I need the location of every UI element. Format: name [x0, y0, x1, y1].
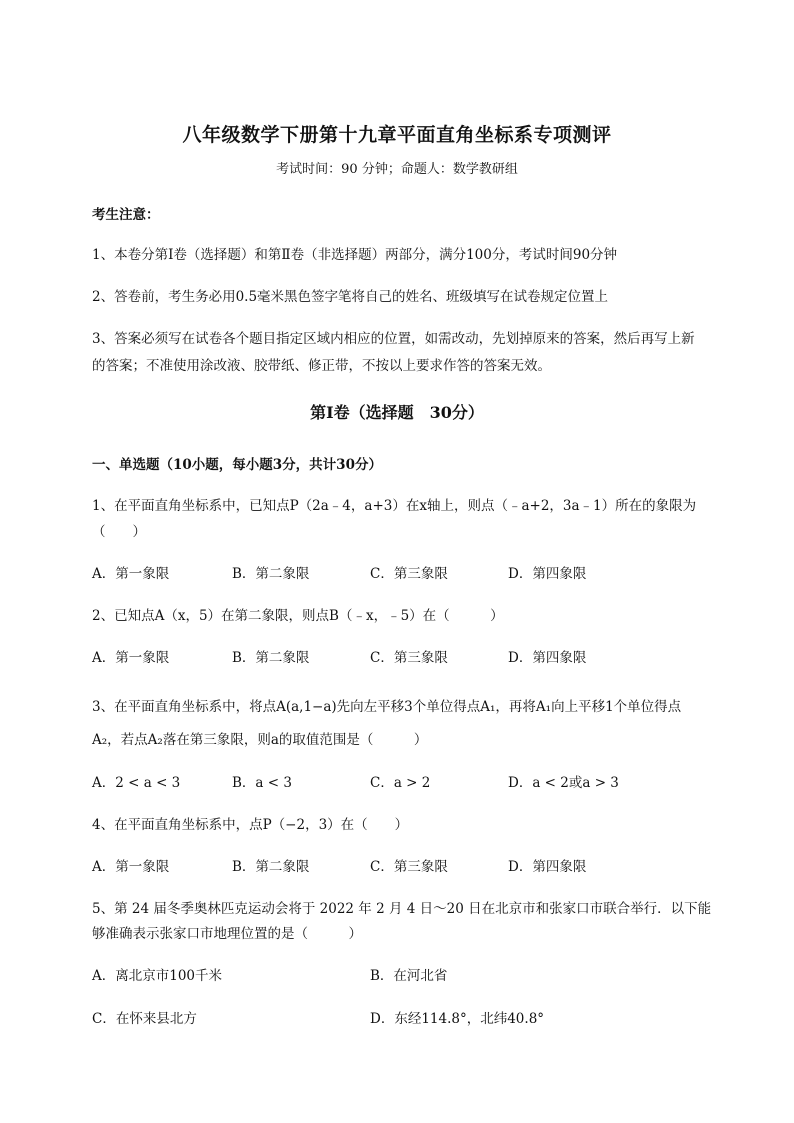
question-5-text: 够准确表示张家口市地理位置的是（ ） [92, 926, 362, 942]
question-2-option-c: C．第三象限 [370, 650, 448, 666]
question-3-option-d: D．a < 2或a > 3 [508, 775, 619, 791]
question-1-option-c: C．第三象限 [370, 566, 448, 582]
page-subtitle: 考试时间：90 分钟；命题人：数学教研组 [276, 162, 518, 177]
section-title: 第Ⅰ卷（选择题 30分） [310, 403, 484, 422]
question-3-option-b: B．a < 3 [232, 775, 292, 791]
question-5-option-d: D．东经114.8°，北纬40.8° [370, 1011, 545, 1027]
question-2-option-d: D．第四象限 [508, 650, 587, 666]
notes-heading: 考生注意： [92, 207, 160, 223]
question-1-option-d: D．第四象限 [508, 566, 587, 582]
note-item: 2、答卷前，考生务必用0.5毫米黑色签字笔将自己的姓名、班级填写在试卷规定位置上 [92, 289, 609, 305]
question-3-text: 3、在平面直角坐标系中，将点A(a,1−a)先向左平移3个单位得点A₁，再将A₁向上平移1个单位得点 [92, 699, 682, 715]
question-1-text: 1、在平面直角坐标系中，已知点P（2a﹣4，a+3）在x轴上，则点（﹣a+2，3a﹣1）所在的象限为 [92, 498, 697, 514]
question-5-option-a: A．离北京市100千米 [92, 968, 223, 984]
note-item: 的答案；不准使用涂改液、胶带纸、修正带，不按以上要求作答的答案无效。 [92, 358, 551, 374]
question-4-text: 4、在平面直角坐标系中，点P（−2，3）在（ ） [92, 817, 409, 833]
question-3-option-a: A．2 < a < 3 [92, 775, 181, 791]
question-3-option-c: C．a > 2 [370, 775, 431, 791]
question-1-option-b: B．第二象限 [232, 566, 310, 582]
question-4-option-d: D．第四象限 [508, 859, 587, 875]
note-item: 3、答案必须写在试卷各个题目指定区域内相应的位置，如需改动，先划掉原来的答案，然后再写上新 [92, 331, 695, 347]
question-4-option-c: C．第三象限 [370, 859, 448, 875]
question-2-option-b: B．第二象限 [232, 650, 310, 666]
question-1-option-a: A．第一象限 [92, 566, 170, 582]
part-heading: 一、单选题（10小题，每小题3分，共计30分） [92, 457, 382, 473]
page-title: 八年级数学下册第十九章平面直角坐标系专项测评 [182, 124, 612, 146]
question-4-option-b: B．第二象限 [232, 859, 310, 875]
question-5-option-c: C．在怀来县北方 [92, 1011, 197, 1027]
question-5-option-b: B．在河北省 [370, 968, 448, 984]
question-1-text: （ ） [92, 524, 146, 540]
question-2-option-a: A．第一象限 [92, 650, 170, 666]
question-3-text: A₂，若点A₂落在第三象限，则a的取值范围是（ ） [92, 732, 428, 748]
note-item: 1、本卷分第Ⅰ卷（选择题）和第Ⅱ卷（非选择题）两部分，满分100分，考试时间90分钟 [92, 247, 618, 263]
question-4-option-a: A．第一象限 [92, 859, 170, 875]
question-5-text: 5、第 24 届冬季奥林匹克运动会将于 2022 年 2 月 4 日～20 日在北京市和张家口市联合举行．以下能 [92, 901, 712, 917]
question-2-text: 2、已知点A（x，5）在第二象限，则点B（﹣x，﹣5）在（ ） [92, 608, 504, 624]
